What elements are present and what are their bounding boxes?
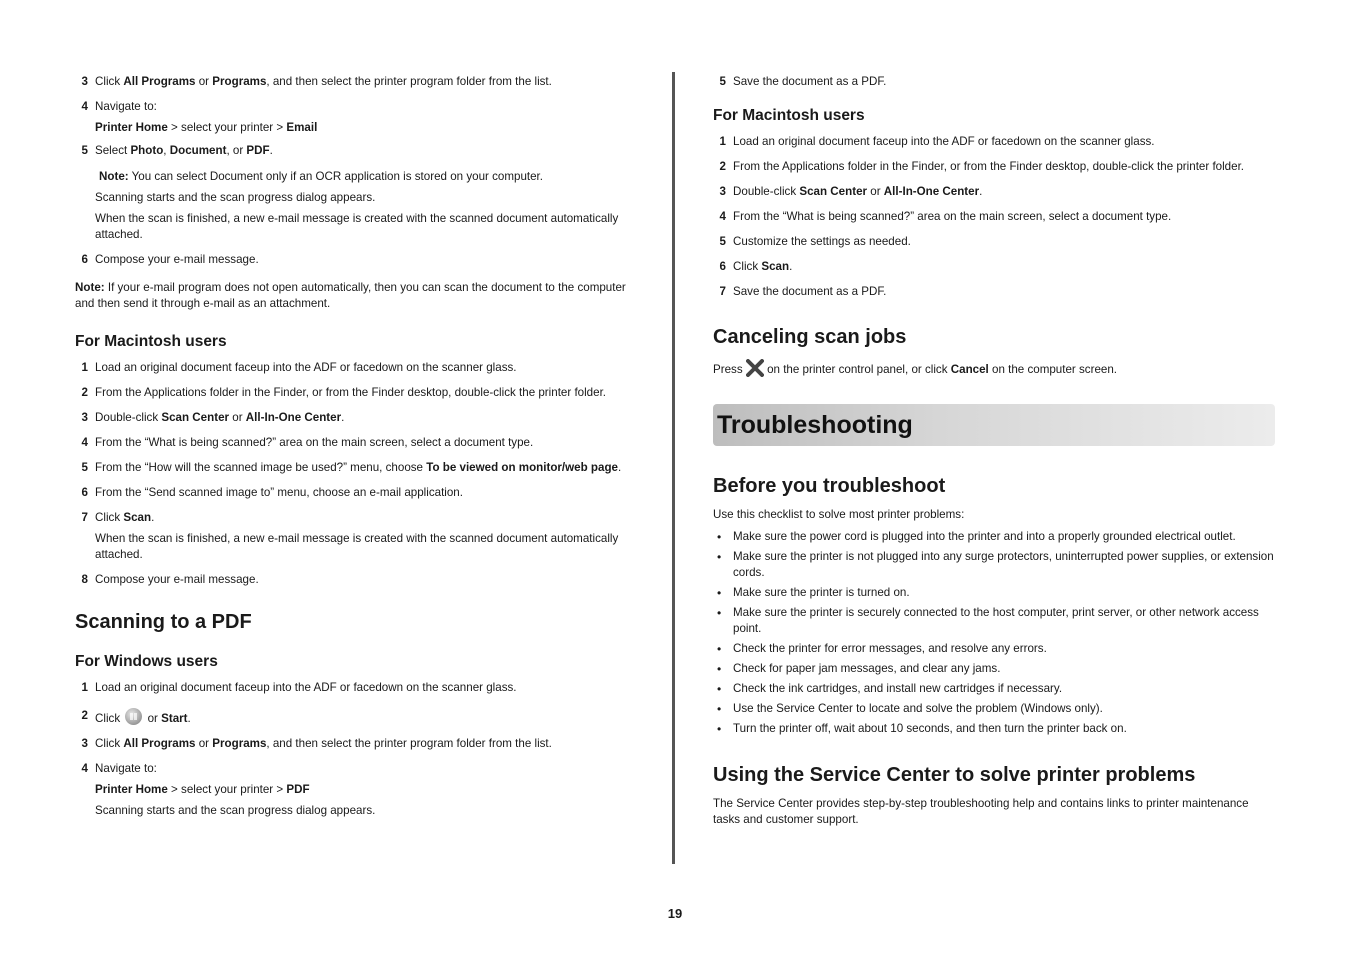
right-column — [713, 72, 1275, 828]
bullet: • — [717, 550, 722, 564]
step-number: 5 — [719, 235, 726, 248]
bullet: • — [717, 682, 722, 696]
paragraph: Scanning starts and the scan progress dialog appears. — [95, 191, 376, 204]
list-item-text: Check the ink cartridges, and install new cartridges if necessary. — [733, 682, 1063, 695]
ui-term: Programs — [212, 75, 267, 88]
ui-term: PDF — [286, 783, 310, 796]
ui-term: All Programs — [123, 737, 196, 750]
step-text: or — [867, 185, 884, 198]
step-number: 5 — [719, 75, 726, 88]
note-text: If your e-mail program does not open automatically, then you can scan the document to the computer and then send it through e-mail as an attachment. — [75, 281, 626, 310]
navigation-path — [75, 120, 641, 136]
list-item — [713, 701, 1275, 717]
list-item-text: Make sure the power cord is plugged into the printer and into a properly grounded electrical outlet. — [733, 530, 1236, 543]
ui-term: Programs — [212, 737, 267, 750]
step-number: 3 — [81, 737, 88, 750]
page-number: 19 — [667, 906, 683, 921]
subheading-macintosh: For Macintosh users — [713, 107, 865, 124]
ui-term: All-In-One Center — [883, 185, 980, 198]
step-item — [75, 435, 641, 451]
paragraph: When the scan is finished, a new e-mail message is created with the scanned document automatically attached. — [95, 532, 619, 561]
heading-before-you-troubleshoot: Before you troubleshoot — [713, 475, 946, 497]
step-number: 1 — [81, 361, 88, 374]
list-item-text: Turn the printer off, wait about 10 seconds, and then turn the printer back on. — [733, 722, 1127, 735]
ui-term: Cancel — [950, 363, 989, 376]
step-text: or — [144, 712, 162, 725]
paragraph-text: Press — [713, 363, 746, 376]
step-text: From the “How will the scanned image be used?” menu, choose — [95, 461, 427, 474]
step-number: 5 — [81, 144, 88, 157]
step-number: 4 — [81, 436, 88, 449]
bullet: • — [717, 530, 722, 544]
step-text: From the Applications folder in the Finder, or from the Finder desktop, double-click the printer folder. — [733, 160, 1245, 173]
paragraph: Scanning starts and the scan progress dialog appears. — [95, 804, 376, 817]
ui-term: Printer Home — [95, 121, 168, 134]
step-text: Compose your e-mail message. — [95, 253, 259, 266]
step-text: From the “Send scanned image to” menu, choose an e-mail application. — [95, 486, 463, 499]
subheading-windows: For Windows users — [75, 653, 218, 670]
step-text: Save the document as a PDF. — [733, 285, 887, 298]
step-text: Double-click — [733, 185, 800, 198]
note — [75, 169, 641, 185]
ui-term: All Programs — [123, 75, 196, 88]
step-number: 4 — [81, 100, 88, 113]
list-item-text: Check for paper jam messages, and clear any jams. — [733, 662, 1001, 675]
step-text: Customize the settings as needed. — [733, 235, 911, 248]
step-text: From the “What is being scanned?” area on the main screen, select a document type. — [733, 210, 1172, 223]
ui-term: Scan Center — [799, 185, 868, 198]
step-item — [75, 708, 641, 727]
list-item — [713, 681, 1275, 697]
ui-term: Scan — [761, 260, 790, 273]
heading-canceling-scan-jobs: Canceling scan jobs — [713, 326, 907, 348]
step-item — [75, 510, 641, 526]
step-text: Click — [95, 737, 124, 750]
step-item — [713, 209, 1275, 225]
step-text: . — [341, 411, 345, 424]
step-item — [75, 99, 641, 115]
step-number: 5 — [81, 461, 88, 474]
step-text: , — [163, 144, 170, 157]
chapter-title: Troubleshooting — [717, 411, 913, 439]
list-item-text: Make sure the printer is turned on. — [733, 586, 910, 599]
step-text: . — [187, 712, 191, 725]
step-number: 6 — [81, 486, 88, 499]
step-item — [713, 74, 1275, 90]
step-item — [75, 360, 641, 376]
paragraph-text: on the computer screen. — [988, 363, 1118, 376]
step-number: 8 — [81, 573, 88, 586]
step-item — [713, 159, 1275, 175]
navigation-path — [75, 782, 641, 798]
bullet: • — [717, 642, 722, 656]
step-number: 3 — [81, 75, 88, 88]
step-item — [75, 460, 641, 476]
ui-term: Photo — [130, 144, 164, 157]
bullet: • — [717, 702, 722, 716]
note — [75, 280, 641, 312]
step-item — [75, 736, 641, 752]
path-text: > select your printer > — [167, 121, 287, 134]
step-text: Click — [733, 260, 762, 273]
step-number: 6 — [81, 253, 88, 266]
step-item — [713, 184, 1275, 200]
step-text: or — [195, 75, 213, 88]
step-item — [713, 234, 1275, 250]
paragraph: The Service Center provides step-by-step troubleshooting help and contains links to printer maintenance tasks and customer support. — [713, 797, 1249, 826]
ui-term: Scan — [123, 511, 152, 524]
step-text: Load an original document faceup into the ADF or facedown on the scanner glass. — [733, 135, 1155, 148]
step-number: 2 — [81, 709, 88, 722]
note-label: Note: — [75, 281, 105, 294]
subheading-macintosh: For Macintosh users — [75, 333, 227, 350]
paragraph: When the scan is finished, a new e-mail message is created with the scanned document automatically attached. — [95, 212, 619, 241]
step-number: 2 — [81, 386, 88, 399]
step-text: Double-click — [95, 411, 162, 424]
step-text: . — [789, 260, 793, 273]
step-number: 1 — [81, 681, 88, 694]
step-item — [75, 385, 641, 401]
ui-term: Printer Home — [95, 783, 168, 796]
checklist — [713, 529, 1275, 737]
step-text: . — [617, 461, 622, 474]
step-text: , and then select the printer program folder from the list. — [266, 737, 552, 750]
step-text: or — [229, 411, 246, 424]
list-item — [713, 661, 1275, 677]
step-item — [713, 259, 1275, 275]
step-text: Compose your e-mail message. — [95, 573, 259, 586]
bullet: • — [717, 722, 722, 736]
step-item — [75, 410, 641, 426]
paragraph — [713, 359, 1275, 382]
step-text: . — [151, 511, 155, 524]
step-text: Navigate to: — [95, 100, 157, 113]
list-item — [713, 641, 1275, 657]
step-item — [75, 252, 641, 268]
path-text: > select your printer > — [167, 783, 287, 796]
bullet: • — [717, 662, 722, 676]
step-text: Load an original document faceup into the ADF or facedown on the scanner glass. — [95, 361, 517, 374]
step-item — [75, 74, 641, 90]
note-text: You can select Document only if an OCR application is stored on your computer. — [128, 170, 544, 183]
heading-scanning-to-pdf: Scanning to a PDF — [75, 611, 252, 633]
step-text: Select — [95, 144, 131, 157]
step-text: or — [195, 737, 213, 750]
step-text: Navigate to: — [95, 762, 157, 775]
step-text: Load an original document faceup into the ADF or facedown on the scanner glass. — [95, 681, 517, 694]
ui-term: All-In-One Center — [245, 411, 342, 424]
step-item — [75, 761, 641, 777]
list-item-text: Make sure the printer is not plugged into any surge protectors, uninterrupted power supplies, or extension cords. — [733, 550, 1274, 579]
ui-term: Start — [161, 712, 188, 725]
step-item — [75, 572, 641, 588]
list-item — [713, 549, 1275, 581]
step-text: , and then select the printer program folder from the list. — [266, 75, 552, 88]
list-item — [713, 605, 1275, 637]
list-item — [713, 529, 1275, 545]
ui-term: PDF — [246, 144, 270, 157]
paragraph: Use this checklist to solve most printer problems: — [713, 508, 965, 521]
heading-service-center: Using the Service Center to solve printer problems — [713, 764, 1196, 786]
step-number: 4 — [719, 210, 726, 223]
ui-term: Document — [169, 144, 227, 157]
step-number: 7 — [719, 285, 726, 298]
list-item — [713, 585, 1275, 601]
step-number: 6 — [719, 260, 726, 273]
list-item-text: Check the printer for error messages, and resolve any errors. — [733, 642, 1047, 655]
note-label: Note: — [99, 170, 129, 183]
step-text: Save the document as a PDF. — [733, 75, 887, 88]
ui-term: Scan Center — [161, 411, 230, 424]
bullet: • — [717, 606, 722, 620]
step-text: From the Applications folder in the Finder, or from the Finder desktop, double-click the printer folder. — [95, 386, 607, 399]
step-text: . — [269, 144, 273, 157]
chapter-banner — [713, 404, 1275, 446]
step-item — [75, 485, 641, 501]
step-item — [713, 284, 1275, 300]
list-item-text: Make sure the printer is securely connected to the host computer, print server, or other network access point. — [733, 606, 1259, 635]
bullet: • — [717, 586, 722, 600]
step-number: 3 — [81, 411, 88, 424]
step-item — [713, 134, 1275, 150]
step-text: . — [979, 185, 983, 198]
step-text: Click — [95, 712, 124, 725]
ui-term: Email — [286, 121, 318, 134]
step-text: Click — [95, 75, 124, 88]
step-item — [75, 680, 641, 696]
step-number: 1 — [719, 135, 726, 148]
step-item — [75, 143, 641, 159]
left-column — [75, 72, 641, 819]
windows-start-icon — [125, 708, 142, 725]
step-number: 3 — [719, 185, 726, 198]
paragraph-text: on the printer control panel, or click — [763, 363, 951, 376]
step-number: 2 — [719, 160, 726, 173]
column-divider — [672, 72, 675, 864]
step-text: Click — [95, 511, 124, 524]
step-number: 7 — [81, 511, 88, 524]
step-number: 4 — [81, 762, 88, 775]
list-item-text: Use the Service Center to locate and solve the problem (Windows only). — [733, 702, 1103, 715]
step-text: , or — [226, 144, 247, 157]
list-item — [713, 721, 1275, 737]
step-text: From the “What is being scanned?” area on the main screen, select a document type. — [95, 436, 534, 449]
x-icon — [746, 359, 764, 382]
ui-term: To be viewed on monitor/web page — [426, 461, 618, 474]
